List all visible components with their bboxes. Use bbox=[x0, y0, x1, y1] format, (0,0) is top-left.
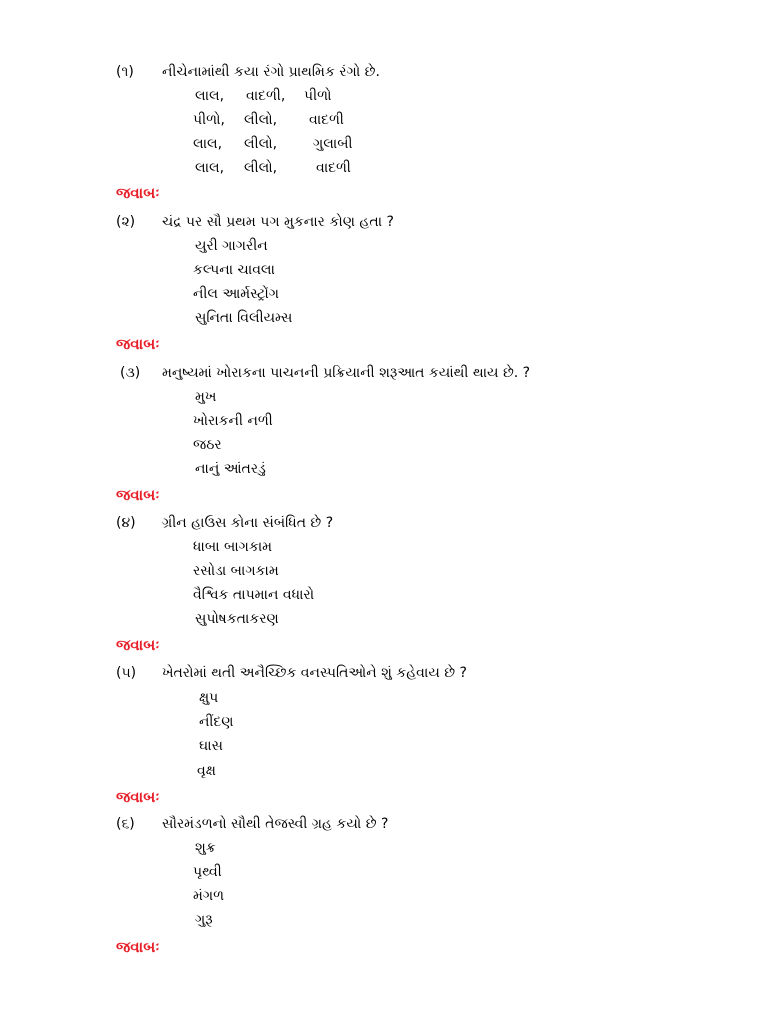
option: સુનિતા વિલીયમ્સ bbox=[195, 310, 293, 326]
question-text: ચંદ્ર પર સૌ પ્રથમ પગ મુકનાર કોણ હતા ? bbox=[162, 214, 394, 230]
option-row bbox=[193, 110, 344, 130]
option-color: વાદળી bbox=[309, 112, 344, 128]
question-2 bbox=[116, 212, 394, 232]
option: મુખ bbox=[195, 389, 217, 405]
option-color: લાલ, bbox=[193, 136, 223, 152]
option-color: લીલો, bbox=[244, 136, 278, 152]
option: ખોરાકની નળી bbox=[193, 413, 273, 429]
option-color: લીલો, bbox=[244, 112, 278, 128]
option-color: વાદળી bbox=[316, 160, 351, 176]
question-number: (૪) bbox=[116, 515, 136, 531]
option: ક્ષુપ bbox=[199, 690, 219, 706]
question-text: મનુષ્યમાં ખોરાકના પાચનની પ્રક્રિયાની શરૂઆત કયાંથી થાય છે. ? bbox=[162, 365, 531, 381]
option: નીંદણ bbox=[199, 714, 234, 730]
option-color: પીળો bbox=[304, 88, 332, 104]
question-text: ગ્રીન હાઉસ કોના સંબંધિત છે ? bbox=[162, 515, 334, 531]
answer-label: જવાબઃ bbox=[116, 486, 160, 504]
question-1 bbox=[116, 62, 380, 82]
option-color: ગુલાબી bbox=[313, 136, 353, 152]
question-number: (૧) bbox=[116, 64, 134, 80]
option-color: વાદળી, bbox=[246, 88, 286, 104]
question-number: (૬) bbox=[116, 816, 135, 832]
option: નાનું આંતરડું bbox=[195, 461, 266, 477]
question-text: સૌરમંડળનો સૌથી તેજસ્વી ગ્રહ કયો છે ? bbox=[162, 816, 389, 832]
question-text: નીચેનામાંથી કયા રંગો પ્રાથમિક રંગો છે. bbox=[162, 64, 380, 80]
answer-label: જવાબઃ bbox=[116, 335, 160, 353]
question-4 bbox=[116, 513, 333, 533]
option: યુરી ગાગરીન bbox=[195, 238, 268, 254]
question-6 bbox=[116, 814, 388, 834]
option-row bbox=[195, 158, 351, 178]
option-row bbox=[193, 134, 352, 154]
option: ધાબા બાગકામ bbox=[193, 539, 273, 555]
answer-label: જવાબઃ bbox=[116, 938, 160, 956]
option: ગુરૂ bbox=[195, 912, 213, 928]
option: જઠર bbox=[193, 437, 222, 453]
option: મંગળ bbox=[193, 888, 225, 904]
option: પૃથ્વી bbox=[193, 864, 222, 880]
question-number: (૫) bbox=[116, 665, 137, 681]
answer-label: જવાબઃ bbox=[116, 788, 160, 806]
answer-label: જવાબઃ bbox=[116, 184, 160, 202]
option: ઘાસ bbox=[199, 738, 223, 754]
option-color: લાલ, bbox=[195, 160, 225, 176]
option: નીલ આર્મસ્ટ્રોંગ bbox=[193, 286, 279, 302]
option: વૈશ્વિક તાપમાન વધારો bbox=[193, 587, 315, 603]
question-number: (૩) bbox=[120, 365, 141, 381]
option-color: લાલ, bbox=[195, 88, 225, 104]
option-color: પીળો, bbox=[193, 112, 225, 128]
option: કલ્પના ચાવલા bbox=[193, 262, 275, 278]
question-text: ખેતરોમાં થતી અનૈચ્છિક વનસ્પતિઓને શું કહેવાય છે ? bbox=[162, 665, 467, 681]
option-color: લીલો, bbox=[244, 160, 278, 176]
option: વૃક્ષ bbox=[197, 763, 216, 779]
option: સુપોષકતાકરણ bbox=[195, 611, 279, 627]
option: શુક્ર bbox=[195, 840, 216, 856]
question-number: (૨) bbox=[116, 214, 136, 230]
question-3 bbox=[120, 363, 530, 383]
option: રસોડા બાગકામ bbox=[193, 563, 279, 579]
question-5 bbox=[116, 663, 467, 683]
answer-label: જવાબઃ bbox=[116, 636, 160, 654]
option-row bbox=[195, 86, 332, 106]
